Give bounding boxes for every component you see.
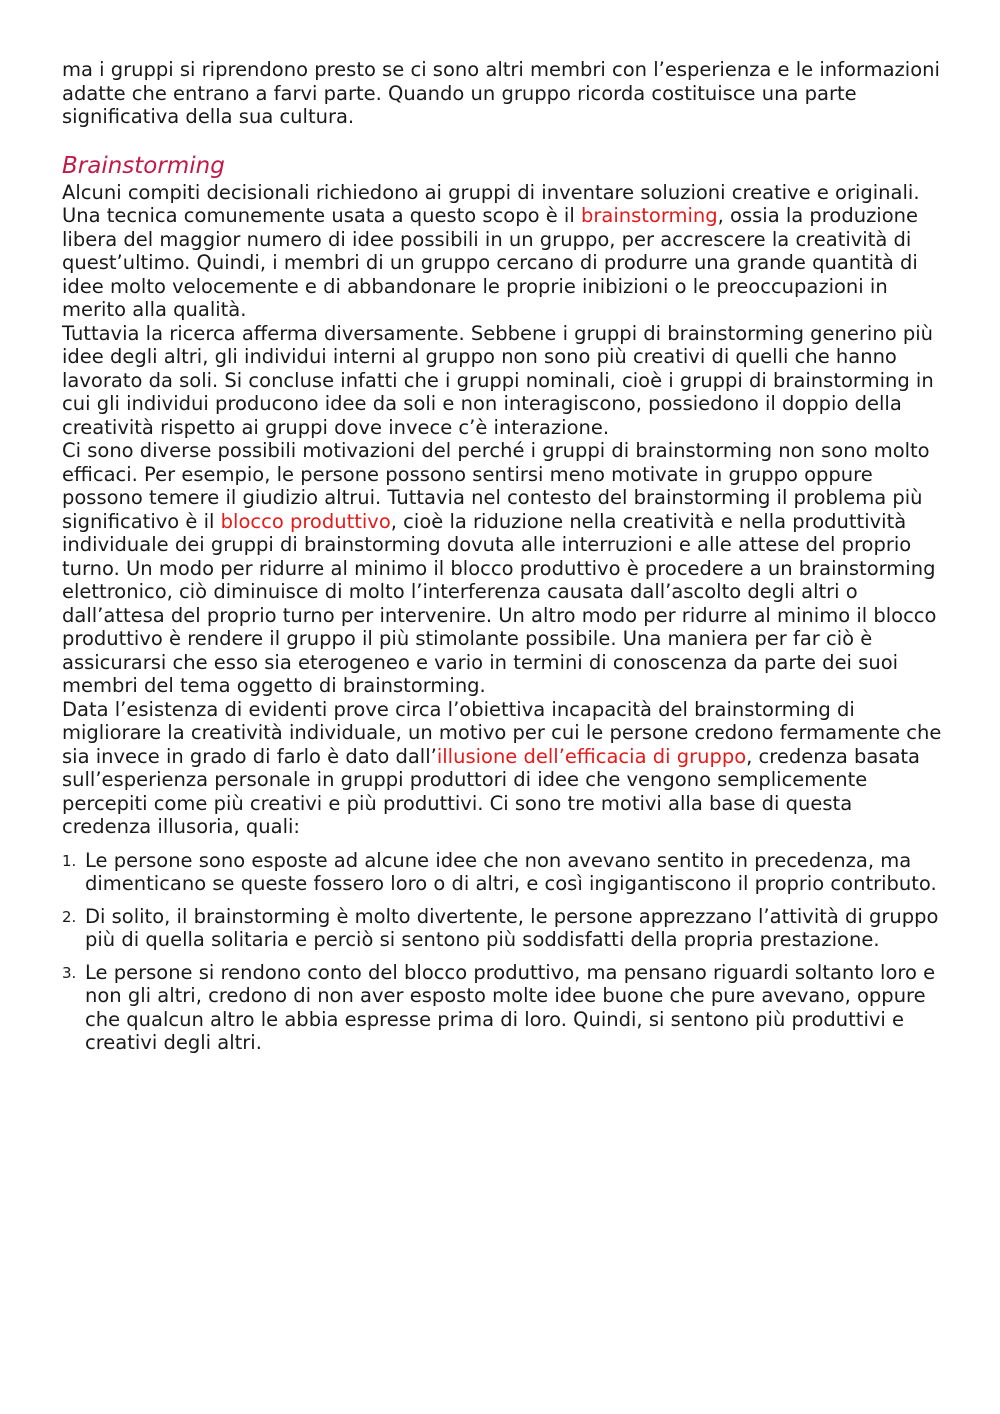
list-item [62, 961, 942, 1055]
document-page [62, 58, 942, 1064]
list-number: 3. [62, 963, 77, 982]
paragraph-text: Alcuni compiti decisionali richiedono ai gruppi di inventare soluzioni creative e originali. Una tecnica comunemente usata a questo scopo è il [62, 180, 920, 227]
list-item [62, 849, 942, 896]
highlighted-term: illusione dell’efficacia di gruppo [436, 744, 747, 768]
paragraph-text: , credenza basata sull’esperienza personale in gruppi produttori di idee che vengono semplicemente percepiti come più creativi e più produttivi. Ci sono tre motivi alla base di questa credenza illusoria, quali: [62, 744, 921, 838]
highlighted-term: blocco produttivo [220, 509, 391, 533]
paragraph-text: Ci sono diverse possibili motivazioni del perché i gruppi di brainstorming non sono molto efficaci. Per esempio, le persone possono sentirsi meno motivate in gruppo oppure possono temere il giudizio altrui. Tuttavia nel contesto del brainstorming il problema più significativo è il [62, 439, 930, 533]
list-text: Le persone sono esposte ad alcune idee che non avevano sentito in precedenza, ma dimenticano se queste fossero loro o di altri, e così ingigantiscono il proprio contributo. [85, 848, 937, 895]
section-heading: Brainstorming [62, 152, 225, 179]
list-number: 1. [62, 851, 77, 870]
paragraph-text: , cioè la riduzione nella creatività e nella produttività individuale dei gruppi di brainstorming dovuta alle interruzioni e alle attese del proprio turno. Un modo per ridurre al minimo il blocco produttivo è procedere a un brainstorming elettronico, ciò diminuisce di molto l’interferenza causata dall’ascolto degli altri o dall’attesa del proprio turno per intervenire. Un altro modo per ridurre al minimo il blocco produttivo è rendere il gruppo il più stimolante possibile. Una maniera per far ciò è assicurarsi che esso sia eterogeneo e vario in termini di conoscenza da parte dei suoi membri del tema oggetto di brainstorming. [62, 509, 937, 697]
paragraph-3 [62, 439, 942, 698]
highlighted-term: brainstorming [580, 204, 718, 227]
list-text: Di solito, il brainstorming è molto divertente, le persone apprezzano l’attività di gruppo più di quella solitaria e perciò si sentono più soddisfatti della propria prestazione. [85, 904, 939, 951]
paragraph-text: , ossia la produzione libera del maggior numero di idee possibili in un gruppo, per accrescere la creatività di quest’ultimo. Quindi, i membri di un gruppo cercano di produrre una grande quantità di idee molto velocemente e di abbandonare le proprie inibizioni o le preoccupazioni in merito alla qualità. [62, 204, 919, 321]
paragraph-2: Tuttavia la ricerca afferma diversamente. Sebbene i gruppi di brainstorming generino più idee degli altri, gli individui interni al gruppo non sono più creativi di quelli che hanno lavorato da soli. Si concluse infatti che i gruppi nominali, cioè i gruppi di brainstorming in cui gli individui producono idee da soli e non interagiscono, possiedono il doppio della creatività rispetto ai gruppi dove invece c’è interazione. [62, 321, 934, 439]
list-number: 2. [62, 907, 77, 926]
reasons-list [62, 849, 942, 1055]
paragraph-4 [62, 698, 942, 839]
list-item [62, 905, 942, 952]
paragraph-1 [62, 181, 942, 322]
paragraph-text: Data l’esistenza di evidenti prove circa l’obiettiva incapacità del brainstorming di migliorare la creatività individuale, un motivo per cui le persone credono fermamente che sia invece in grado di farlo è dato dall’ [62, 697, 942, 768]
intro-paragraph: ma i gruppi si riprendono presto se ci sono altri membri con l’esperienza e le informazioni adatte che entrano a farvi parte. Quando un gruppo ricorda costituisce una parte significativa della sua cultura. [62, 58, 940, 128]
list-text: Le persone si rendono conto del blocco produttivo, ma pensano riguardi soltanto loro e non gli altri, credono di non aver esposto molte idee buone che pure avevano, oppure che qualcun altro le abbia espresse prima di loro. Quindi, si sentono più produttivi e creativi degli altri. [85, 960, 936, 1054]
